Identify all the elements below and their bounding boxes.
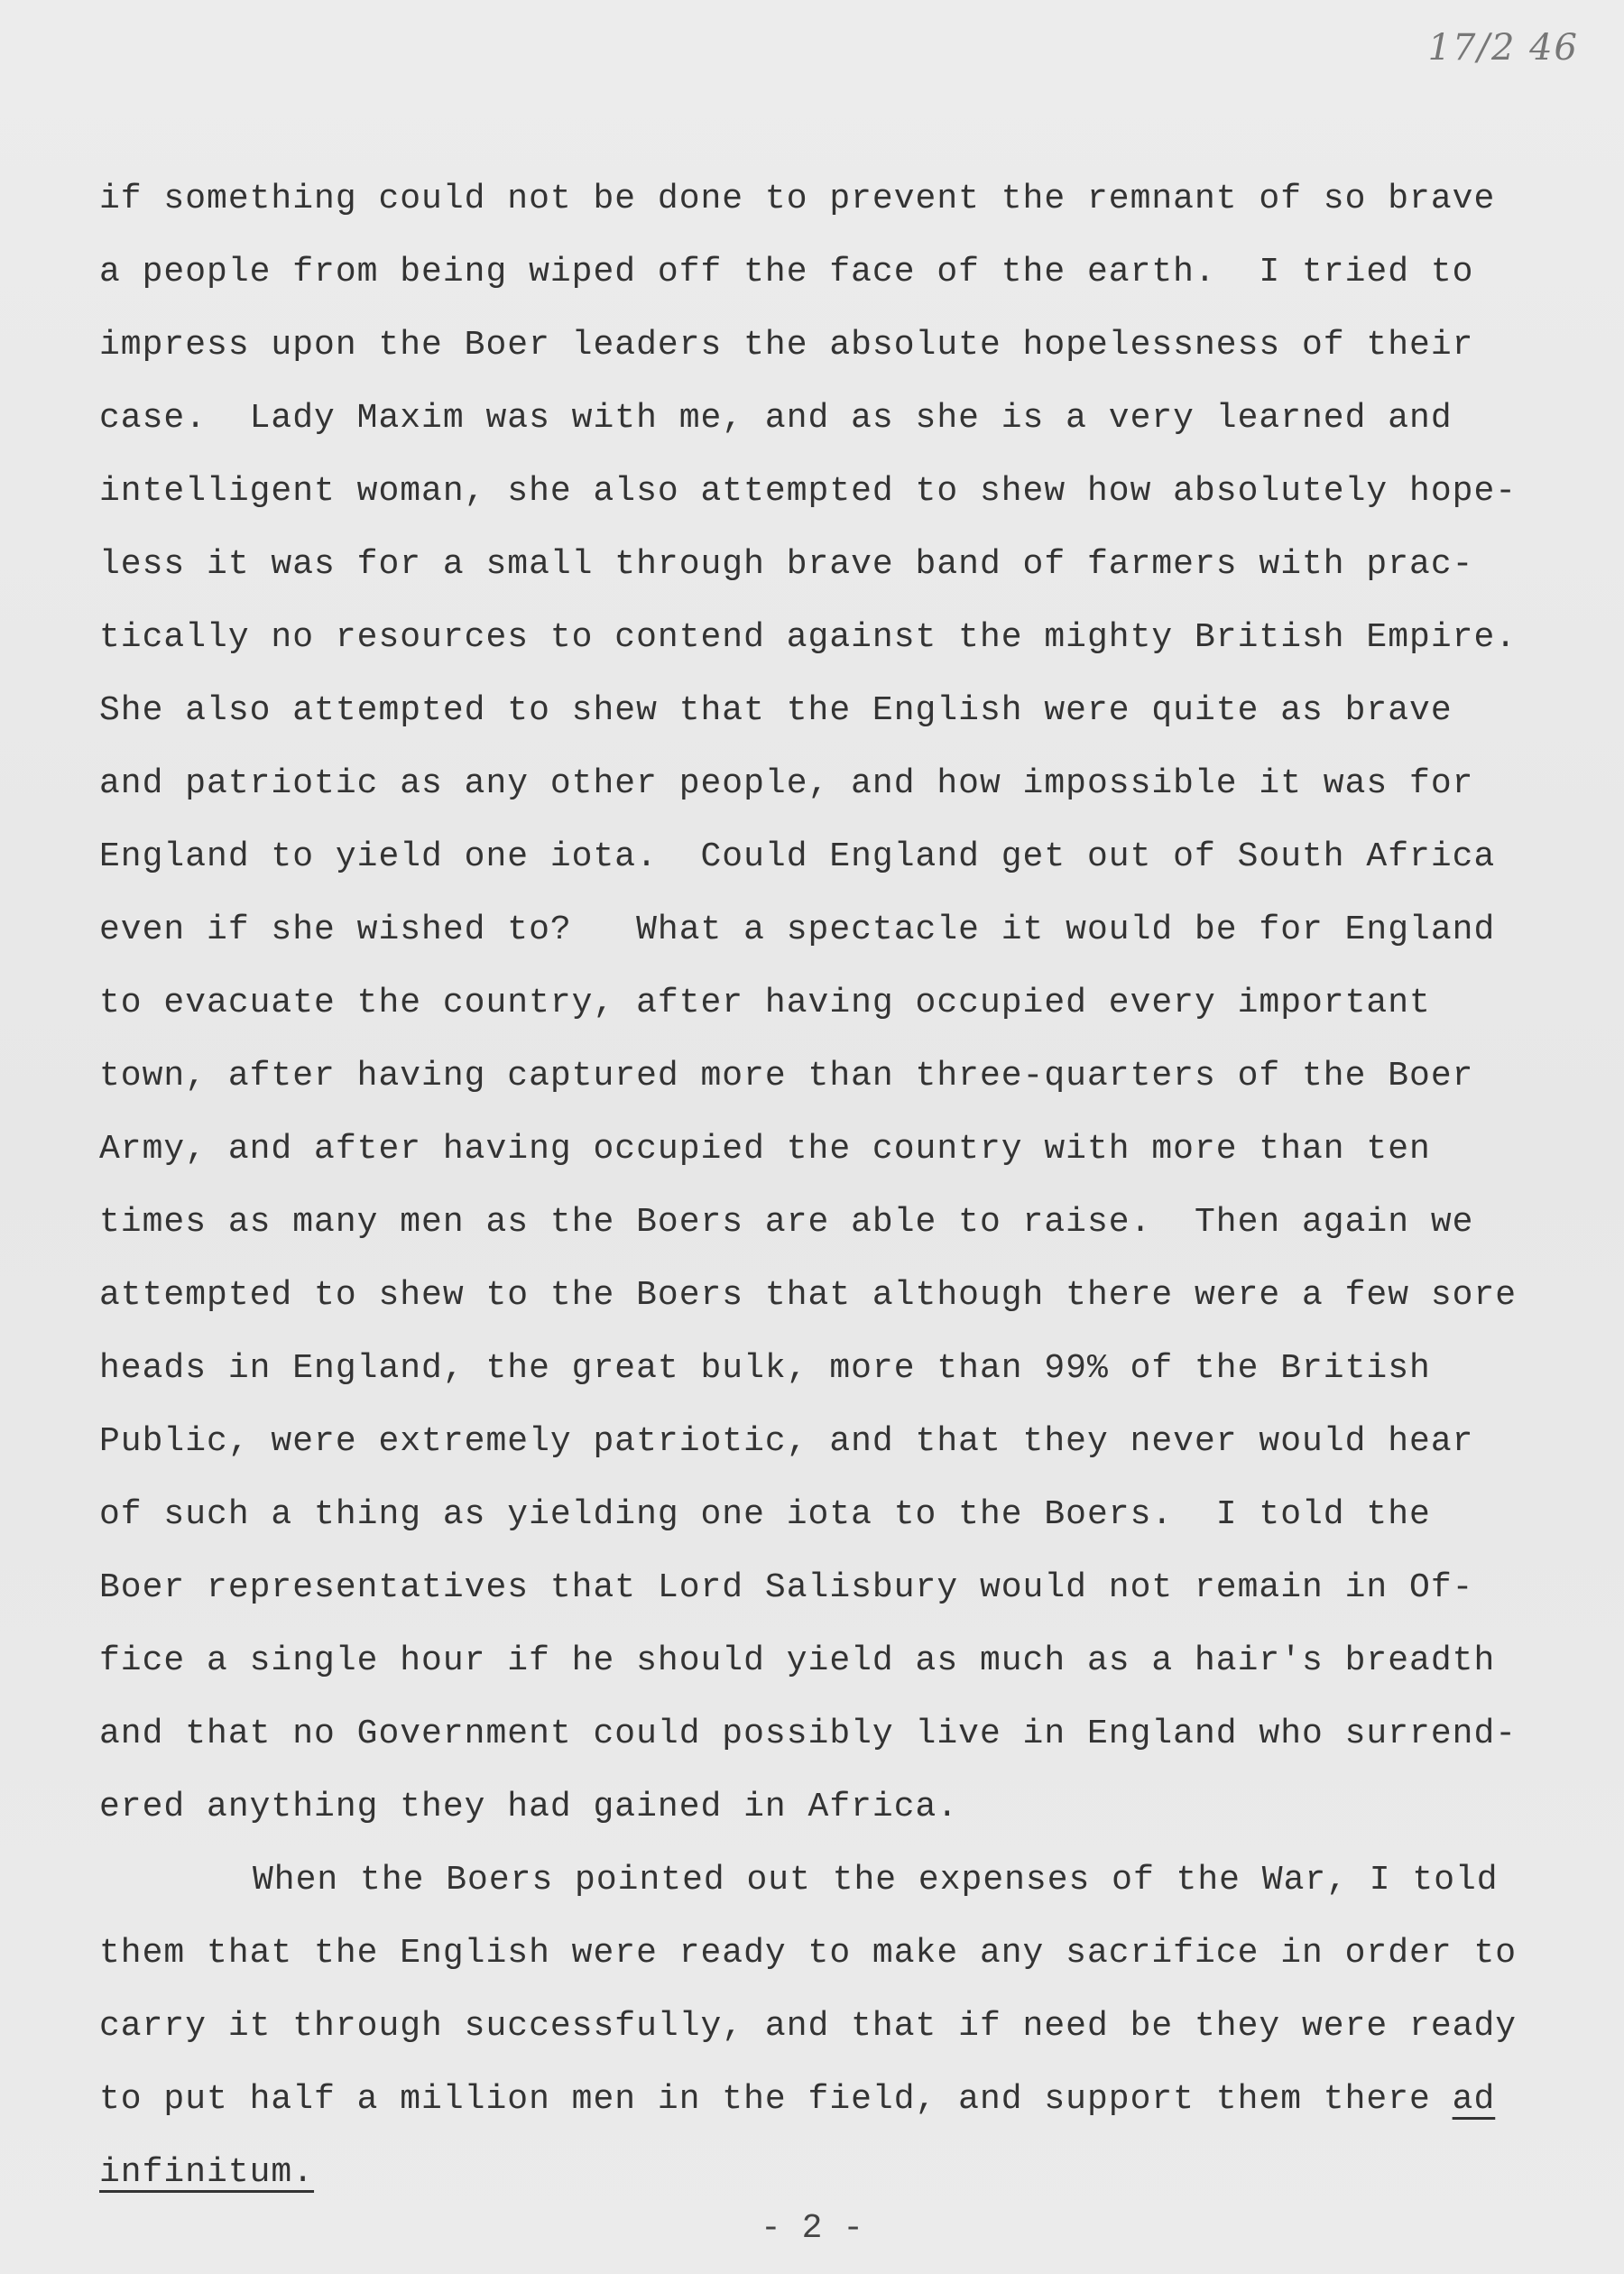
text-line: intelligent woman, she also attempted to shew how absolutely hope- — [99, 472, 1518, 511]
text-line: less it was for a small through brave band of farmers with prac- — [99, 545, 1474, 584]
handwritten-folio-annotation: 17/2 46 — [1427, 27, 1579, 69]
text-line: and that no Government could possibly live in England who surrend- — [99, 1715, 1518, 1753]
letter-body — [99, 162, 1579, 2209]
text-line: attempted to shew to the Boers that although there were a few sore — [99, 1276, 1518, 1315]
text-line: impress upon the Boer leaders the absolute hopelessness of their — [99, 326, 1474, 365]
text-line: tically no resources to contend against the mighty British Empire. — [99, 618, 1518, 657]
text-line: ered anything they had gained in Africa. — [99, 1788, 959, 1826]
text-line: a people from being wiped off the face of the earth. I tried to — [99, 253, 1474, 291]
text-line — [99, 2063, 1579, 2136]
text-line: carry it through successfully, and that if need be they were ready — [99, 2007, 1518, 2046]
underlined-latin-phrase-end: infinitum. — [99, 2153, 315, 2192]
text-line: and patriotic as any other people, and how impossible it was for — [99, 764, 1474, 803]
text-line: them that the English were ready to make any sacrifice in order to — [99, 1934, 1518, 1973]
text-line: if something could not be done to prevent the remnant of so brave — [99, 180, 1496, 218]
text-line: Boer representatives that Lord Salisbury would not remain in Of- — [99, 1568, 1474, 1607]
text-line: even if she wished to? What a spectacle it would be for England — [99, 911, 1496, 949]
text-line: case. Lady Maxim was with me, and as she is a very learned and — [99, 399, 1453, 438]
text-line: times as many men as the Boers are able to raise. Then again we — [99, 1203, 1474, 1242]
paragraph-first-line: When the Boers pointed out the expenses of the War, I told — [253, 1861, 1499, 1900]
text-line: town, after having captured more than three-quarters of the Boer — [99, 1057, 1474, 1095]
text-line: England to yield one iota. Could England get out of South Africa — [99, 837, 1496, 876]
page-number: - 2 - — [760, 2209, 864, 2248]
text-line: of such a thing as yielding one iota to the Boers. I told the — [99, 1495, 1431, 1534]
text-line: heads in England, the great bulk, more than 99% of the British — [99, 1349, 1431, 1388]
text-line: She also attempted to shew that the English were quite as brave — [99, 691, 1453, 730]
text-line: Public, were extremely patriotic, and that they never would hear — [99, 1422, 1474, 1461]
text-line: Army, and after having occupied the country with more than ten — [99, 1130, 1431, 1169]
text-line-segment: to put half a million men in the field, and support them there — [99, 2080, 1453, 2119]
text-line: fice a single hour if he should yield as much as a hair's breadth — [99, 1641, 1496, 1680]
text-line: to evacuate the country, after having occupied every important — [99, 984, 1431, 1022]
underlined-latin-phrase: ad — [1452, 2080, 1496, 2119]
